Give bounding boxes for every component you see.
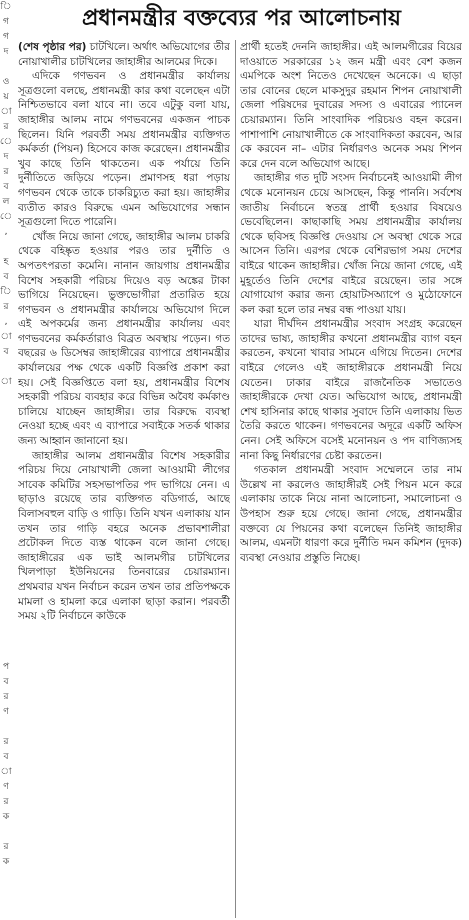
headline: প্রধানমন্ত্রীর বক্তব্যের পর আলোচনায় — [82, 6, 401, 31]
article-paragraph: জাহাঙ্গীর আলম প্রধানমন্ত্রীর বিশেষ সহকারীর পরিচয় দিয়ে নোয়াখালী জেলা আওয়ামী লীগের সাবেক কমিটির সহসভাপতির পদ ভাগিয়ে নেন। এ ছাড়াও রয়েছে তার ব্যক্তিগত বডিগার্ড, আছে বিলাসবহুল বাড়ি ও গাড়ি। তিনি যখন এলাকায় যান তখন তার গাড়ি বহরে অনেক প্রভাবশালীরা প্রটোকল দিতে ব্যস্ত থাকেন বলে জানা গেছে। জাহাঙ্গীরের এক ভাই আলমগীর চাটখিলের খিলপাড়া ইউনিয়নের তিনবারের চেয়ারম্যান। প্রথমবার যখন নির্বাচন করেন তখন তার প্রতিপক্ষকে মামলা ও হামলা করে এলাকা ছাড়া করান। পরবর্তী সময় ২টি নির্বাচনে কাউকে — [18, 449, 230, 623]
article-paragraph: এদিকে গণভবন ও প্রধানমন্ত্রীর কার্যালয় সূত্রগুলো বলছে, প্রধানমন্ত্রী কার কথা বলেছেন এটা নিশ্চিতভাবে বলা যাবে না। তবে এটুকু বলা যায়, জাহাঙ্গীর আলম নামে গণভবনের একজন পাচক ছিলেন। যিনি পরবর্তী সময় প্রধানমন্ত্রীর ব্যক্তিগত কর্মকর্তা (পিয়ন) হিসেবে কাজ করেছেন। প্রধানমন্ত্রীর খুব কাছে তিনি থাকতেন। এক পর্যায়ে তিনি দুর্নীতিতে জড়িয়ে পড়েন। প্রমাণসহ ধরা পড়ায় গণভবন থেকে তাকে চাকরিচ্যুত করা হয়। জাহাঙ্গীর ব্যতীত কারও বিরুদ্ধে এমন অভিযোগের সন্ধান সূত্রগুলো দিতে পারেনি। — [18, 70, 230, 229]
article-paragraph: প্রার্থী হতেই দেননি জাহাঙ্গীর। এই আলমগীরের বিয়ের দাওয়াতে সরকারের ১২ জন মন্ত্রী এবং বেশ কজন এমপিকে অংশ নিতেও দেখেছেন অনেকে। এ ছাড়া তার বোনের ছেলে মাকসুদুর রহমান শিপন নোয়াখালী জেলা পরিষদের দুবারের সদস্য ও এবারের প্যানেল চেয়ারম্যান। তিনি সাংবাদিক পরিচয়ও বহন করেন। পাশাপাশি নোয়াখালীতে কে সাংবাদিকতা করবেন, আর কে করবেন না– এটার নির্ধারণও অনেক সময় শিপন করে দেন বলে অভিযোগ আছে। — [240, 41, 462, 170]
adjacent-column-fragment: ি গ গ দ ও য় া র ে দ র ব ল ে , হ ব ি র , া ব া প ব র ণ র ব া ণ র ক র ক — [0, 2, 12, 867]
article-column-right — [240, 40, 462, 920]
article-paragraph: গতকাল প্রধানমন্ত্রী সংবাদ সম্মেলনে তার নাম উল্লেখ না করলেও জাহাঙ্গীরই সেই পিয়ন মনে করে এলাকায় তাকে নিয়ে নানা আলোচনা, সমালোচনা ও উপহাস শুরু হয়ে গেছে। জানা গেছে, প্রধানমন্ত্রীর বক্তব্যে যে পিয়নের কথা বলেছেন তিনিই জাহাঙ্গীর আলম, এমনটা ধারণা করে দুর্নীতি দমন কমিশন (দুদক) ব্যবস্থা নেওয়ার প্রস্তুতি নিচ্ছে। — [240, 464, 462, 564]
continuation-kicker: (শেষ পৃষ্ঠার পর) — [18, 41, 87, 53]
article-paragraph: জাহাঙ্গীর গত দুটি সংসদ নির্বাচনেই আওয়ামী লীগ থেকে মনোনয়ন চেয়ে আসছেন, কিন্তু পাননি। সর্বশেষ জাতীয় নির্বাচনে স্বতন্ত্র প্রার্থী হওয়ার বিষয়েও ভেবেছিলেন। কাছাকাছি সময় প্রধানমন্ত্রীর কার্যালয় থেকে ছবিসহ বিজ্ঞপ্তি দেওয়ায় সে অবস্থা থেকে সরে আসেন তিনি। এরপর থেকে বেশিরভাগ সময় দেশের বাইরে থাকেন জাহাঙ্গীর। খোঁজ নিয়ে জানা গেছে, এই মুহূর্তেও তিনি দেশের বাইরে রয়েছেন। তার সঙ্গে যোগাযোগ করার জন্য হোয়াটসঅ্যাপে ও মুঠোফোনে কল করা হলে তার নম্বর বন্ধ পাওয়া যায়। — [240, 172, 462, 316]
article-paragraph — [18, 40, 230, 69]
paragraph-text: চাটখিলে। অর্থাৎ অভিযোগের তীর নোয়াখালীর চাটখিলের জাহাঙ্গীর আলমের দিকে। — [18, 41, 230, 68]
article-column-left — [18, 40, 230, 920]
article-paragraph: খোঁজ নিয়ে জানা গেছে, জাহাঙ্গীর আলম চাকরি থেকে বহিষ্কৃত হওয়ার পরও তার দুর্নীতি ও অপতৎপরতা কমেনি। নানান জায়গায় প্রধানমন্ত্রীর বিশেষ সহকারী পরিচয় দিয়েও বড় অঙ্কের টাকা ভাগিয়ে নিয়েছেন। ভুক্তভোগীরা প্রতারিত হয়ে গণভবন ও প্রধানমন্ত্রীর কার্যালয়ে অভিযোগ দিলে এই অপকর্মের জন্য প্রধানমন্ত্রীর কার্যালয় এবং গণভবনের কর্মকর্তারাও বিব্রত অবস্থায় পড়েন। গত বছরের ৬ ডিসেম্বর জাহাঙ্গীরের ব্যাপারে প্রধানমন্ত্রীর কার্যালয়ের পক্ষ থেকে একটি বিজ্ঞপ্তি প্রকাশ করা হয়। সেই বিজ্ঞপ্তিতে বলা হয়, প্রধানমন্ত্রীর বিশেষ সহকারী পরিচয় ব্যবহার করে বিভিন্ন অবৈধ কর্মকাণ্ড চালিয়ে যাচ্ছেন জাহাঙ্গীর। তার বিরুদ্ধে ব্যবস্থা নেওয়া হচ্ছে এবং এ ব্যাপারে সবাইকে সতর্ক থাকার জন্য আহ্বান জানানো হয়। — [18, 230, 230, 448]
article-paragraph: যারা দীর্ঘদিন প্রধানমন্ত্রীর সংবাদ সংগ্রহ করেছেন তাদের ভাষ্য, জাহাঙ্গীর কখনো প্রধানমন্ত্রীর ব্যাগ বহন করতেন, কখনো খাবার সামনে এগিয়ে দিতেন। দেশের বাইরে গেলেও এই জাহাঙ্গীরকে প্রধানমন্ত্রী নিয়ে যেতেন। ঢাকার বাইরে রাজনৈতিক সভাতেও জাহাঙ্গীরকে দেখা যেত। অভিযোগ আছে, প্রধানমন্ত্রী শেখ হাসিনার কাছে থাকার সুবাদে তিনি এলাকায় ভিত তৈরি করতে থাকেন। গণভবনের অদূরে একটি অফিস নেন। সেই অফিসে বসেই মনোনয়ন ও পদ বাণিজ্যসহ নানা কিছু নির্ধারণের চেষ্টা করতেন। — [240, 318, 462, 462]
column-divider — [235, 40, 236, 918]
